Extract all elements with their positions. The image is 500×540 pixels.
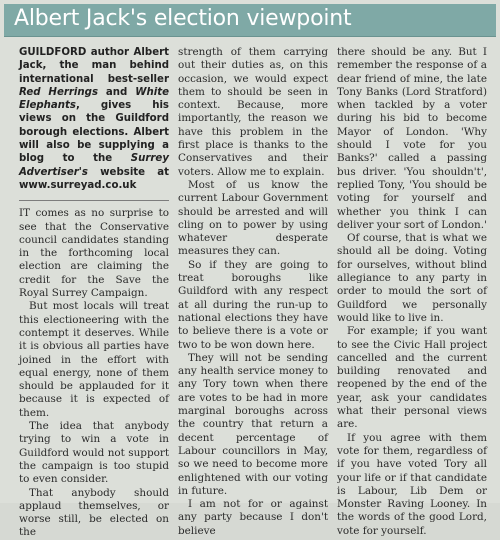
- paragraph: But most locals will treat this electioneering with the contempt it deserves. While it is obvious all parties have joined in the effort with equal energy, none of them should be applauded for it because it is expected of them.: [19, 300, 169, 419]
- column-2: [178, 46, 328, 538]
- newspaper-name: Surrey Advertiser's: [19, 153, 169, 178]
- standfirst-text: and: [98, 86, 136, 98]
- paragraph: strength of them carrying out their duties as, on this occasion, we would expect them to should be seen in context. Because, more importantly, the reason we have this problem in the first place is thanks to the Conservatives and their voters. Allow me to explain.: [178, 46, 328, 178]
- column-3: [337, 46, 487, 538]
- standfirst-text: , gives his views on the Guildford borough elections. Albert will also be supplying a blog to the: [19, 100, 169, 165]
- paragraph: I am not for or against any party because I don't believe: [178, 498, 328, 537]
- headline-bar: [4, 4, 496, 37]
- paragraph: The idea that anybody trying to win a vote in Guildford would not support the campaign is too stupid to even consider.: [19, 420, 169, 486]
- paragraph: If you agree with them vote for them, regardless of if you have voted Tory all your life or if that candidate is Labour, Lib Dem or Monster Raving Looney. In the words of the good Lord, vote for yourself.: [337, 431, 487, 537]
- paragraph: For example; if you want to see the Civic Hall project cancelled and the current building renovated and reopened by the end of the year, ask your candidates what their personal views are.: [337, 325, 487, 431]
- paragraph: Of course, that is what we should all be doing. Voting for ourselves, without blind allegiance to any party in order to mould the sort of Guildford we personally would like to live in.: [337, 232, 487, 324]
- standfirst: [19, 46, 169, 201]
- book-title-red-herrings: Red Herrings: [19, 86, 99, 98]
- headline: Albert Jack's election viewpoint: [14, 6, 352, 31]
- standfirst-text: website at www.surreyad.co.uk: [19, 166, 169, 191]
- paragraph: That anybody should applaud themselves, or worse still, be elected on the: [19, 486, 169, 539]
- paragraph: IT comes as no surprise to see that the Conservative council candidates standing in the forthcoming local election are claiming the credit for the Save the Royal Surrey Campaign.: [19, 207, 169, 300]
- paragraph: Most of us know the current Labour Government should be arrested and will cling on to power by using whatever desperate measures they can.: [178, 178, 328, 258]
- paragraph: So if they are going to treat boroughs like Guildford with any respect at all during the run-up to national elections they have to believe there is a vote or two to be won down here.: [178, 258, 328, 351]
- book-title-white-elephants: White Elephants: [19, 86, 170, 112]
- standfirst-text: GUILDFORD author Albert Jack, the man behind international best-seller: [19, 47, 169, 85]
- paragraph: there should be any. But I remember the response of a dear friend of mine, the late Tony Banks (Lord Stratford) when tackled by a voter during his bid to become Mayor of London. 'Why should I vote for you Banks?' called a passing bus driver. 'You shouldn't', replied Tony, 'You should be voting for yourself and whether you think I can deliver your sort of London.': [337, 46, 487, 231]
- paragraph: They will not be sending any health service money to any Tory town when there are votes to be had in more marginal boroughs across the country that return a decent percentage of Labour councillors in May, so we need to become more enlightened with our voting in future.: [178, 351, 328, 497]
- column-1: [19, 46, 169, 540]
